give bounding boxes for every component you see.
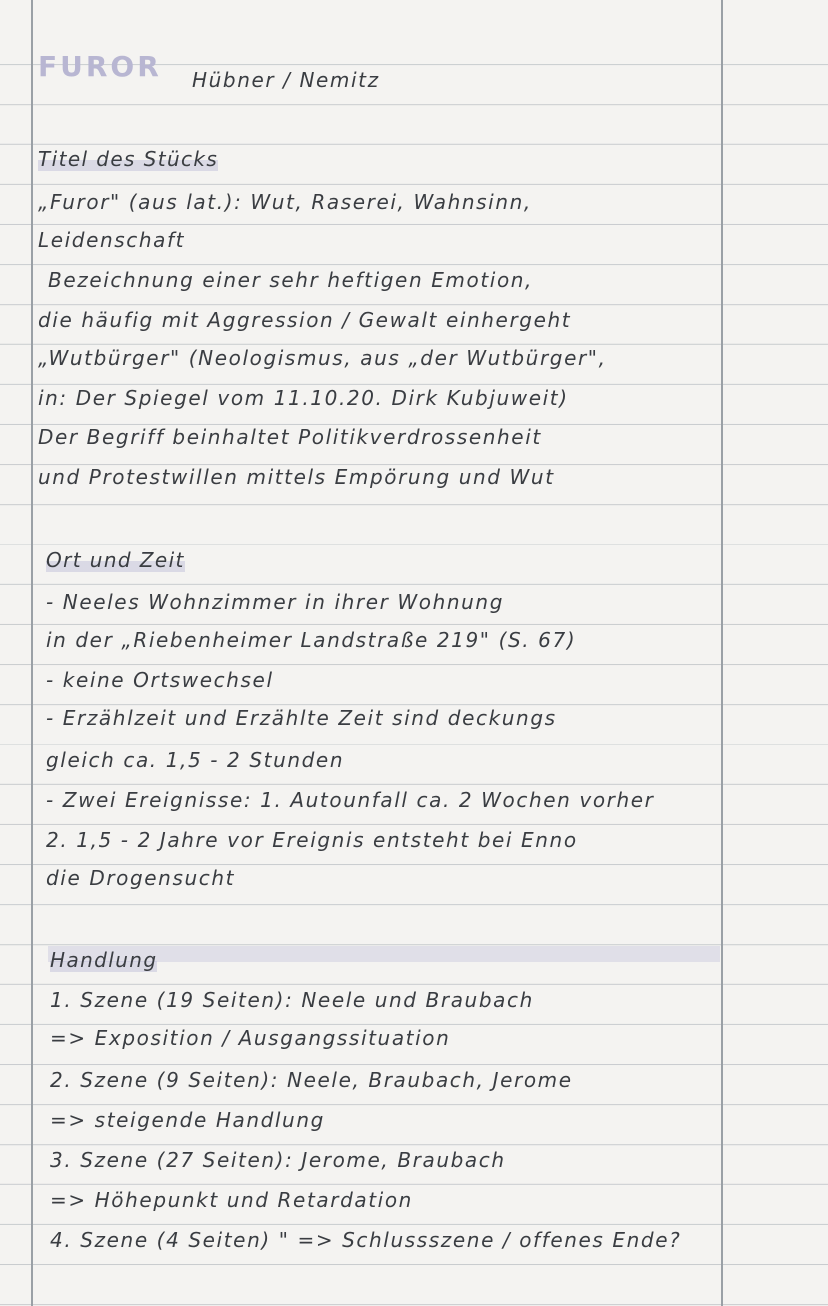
- text-line: und Protestwillen mittels Empörung und Wut: [38, 465, 555, 489]
- text-line: - Neeles Wohnzimmer in ihrer Wohnung: [46, 590, 504, 614]
- text-line: gleich ca. 1,5 - 2 Stunden: [46, 748, 345, 772]
- text-line: - Erzählzeit und Erzählte Zeit sind deckungs: [46, 706, 557, 730]
- text-line: „Furor" (aus lat.): Wut, Raserei, Wahnsinn,: [38, 190, 532, 214]
- heading-handlung: Handlung: [50, 948, 158, 972]
- text-line: Bezeichnung einer sehr heftigen Emotion,: [48, 268, 534, 292]
- right-margin-line: [721, 0, 723, 1306]
- left-margin-line: [31, 0, 33, 1306]
- text-line: 1. Szene (19 Seiten): Neele und Braubach: [50, 988, 534, 1012]
- text-line: 2. Szene (9 Seiten): Neele, Braubach, Jerome: [50, 1068, 573, 1092]
- authors: Hübner / Nemitz: [192, 68, 380, 92]
- text-line: Leidenschaft: [38, 228, 186, 252]
- text-line: 2. 1,5 - 2 Jahre vor Ereignis entsteht bei Enno: [46, 828, 578, 852]
- heading-titel: Titel des Stücks: [38, 147, 219, 171]
- text-line: => steigende Handlung: [50, 1108, 325, 1132]
- text-line: die Drogensucht: [46, 866, 236, 890]
- text-line: => Höhepunkt und Retardation: [50, 1188, 413, 1212]
- text-line: die häufig mit Aggression / Gewalt einhergeht: [38, 308, 572, 332]
- text-line: - keine Ortswechsel: [46, 668, 274, 692]
- text-line: in: Der Spiegel vom 11.10.20. Dirk Kubjuweit): [38, 386, 569, 410]
- document-title: FUROR: [38, 50, 162, 83]
- text-line: - Zwei Ereignisse: 1. Autounfall ca. 2 Wochen vorher: [46, 788, 655, 812]
- heading-ort-und-zeit: Ort und Zeit: [46, 548, 185, 572]
- text-line: in der „Riebenheimer Landstraße 219" (S. 67): [46, 628, 577, 652]
- text-line: 3. Szene (27 Seiten): Jerome, Braubach: [50, 1148, 506, 1172]
- text-line: => Exposition / Ausgangssituation: [50, 1026, 451, 1050]
- text-line: Der Begriff beinhaltet Politikverdrossenheit: [38, 425, 542, 449]
- text-line: 4. Szene (4 Seiten) " => Schlussszene / offenes Ende?: [50, 1228, 682, 1252]
- text-line: „Wutbürger" (Neologismus, aus „der Wutbürger",: [38, 346, 607, 370]
